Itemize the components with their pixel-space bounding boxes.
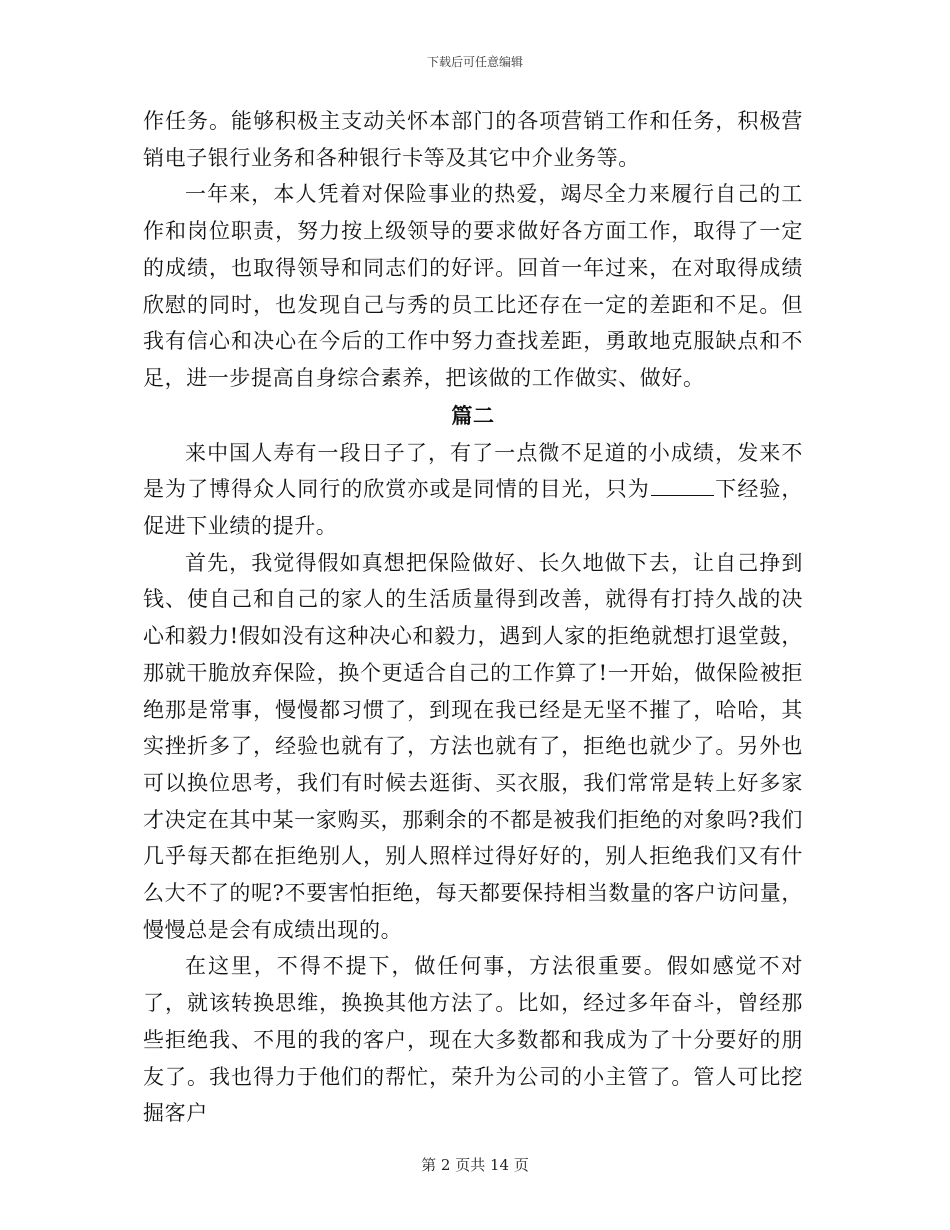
paragraph-intro-text-end: 下经验，促进下业绩的提升。: [143, 477, 803, 539]
paragraph-intro: [143, 435, 803, 545]
paragraph-method: 在这里，不得不提下，做任何事，方法很重要。假如感觉不对了，就该转换思维，换换其他方法了。比如，经过多年奋斗，曾经那些拒绝我、不甩的我的客户，现在大多数都和我成为了十分要好的朋友了。我也得力于他们的帮忙，荣升为公司的小主管了。管人可比挖掘客户: [143, 954, 803, 1126]
paragraph-continuation: 作任务。能够积极主支动关怀本部门的各项营销工作和任务，积极营销电子银行业务和各种银行卡等及其它中介业务等。: [143, 109, 803, 170]
page-header: 下载后可任意编辑: [426, 55, 523, 69]
paragraph-intro-text-start: 来中国人寿有一段日子了，有了一点微不足道的小成绩，发来不是为了博得众人同行的欣赏亦或是同情的目光，只为: [143, 440, 803, 502]
paragraph-first-point: 首先，我觉得假如真想把保险做好、长久地做下去，让自己挣到钱、使自己和自己的家人的生活质量得到改善，就得有打持久战的决心和毅力!假如没有这种决心和毅力，遇到人家的拒绝就想打退堂鼓，那就干脆放弃保险，换个更适合自己的工作算了!一开始，做保险被拒绝那是常事，慢慢都习惯了，到现在我已经是无坚不摧了，哈哈，其实挫折多了，经验也就有了，方法也就有了，拒绝也就少了。另外也可以换位思考，我们有时候去逛街、买衣服，我们常常是转上好多家才决定在其中某一家购买，那剩余的不都是被我们拒绝的对象吗?我们几乎每天都在拒绝别人，别人照样过得好好的，别人拒绝我们又有什么大不了的呢?不要害怕拒绝，每天都要保持相当数量的客户访问量，慢慢总是会有成绩出现的。: [143, 550, 803, 942]
fill-in-blank: [651, 476, 714, 496]
section-title: 篇二: [451, 402, 495, 428]
document-body: [143, 103, 803, 1132]
paragraph-summary: 一年来，本人凭着对保险事业的热爱，竭尽全力来履行自己的工作和岗位职责，努力按上级领导的要求做好各方面工作，取得了一定的成绩，也取得领导和同志们的好评。回首一年过来，在对取得成绩欣慰的同时，也发现自己与秀的员工比还存在一定的差距和不足。但我有信心和决心在今后的工作中努力查找差距，勇敢地克服缺点和不足，进一步提高自身综合素养，把该做的工作做实、做好。: [143, 182, 803, 390]
page-number: 第 2 页共 14 页: [421, 1156, 529, 1174]
